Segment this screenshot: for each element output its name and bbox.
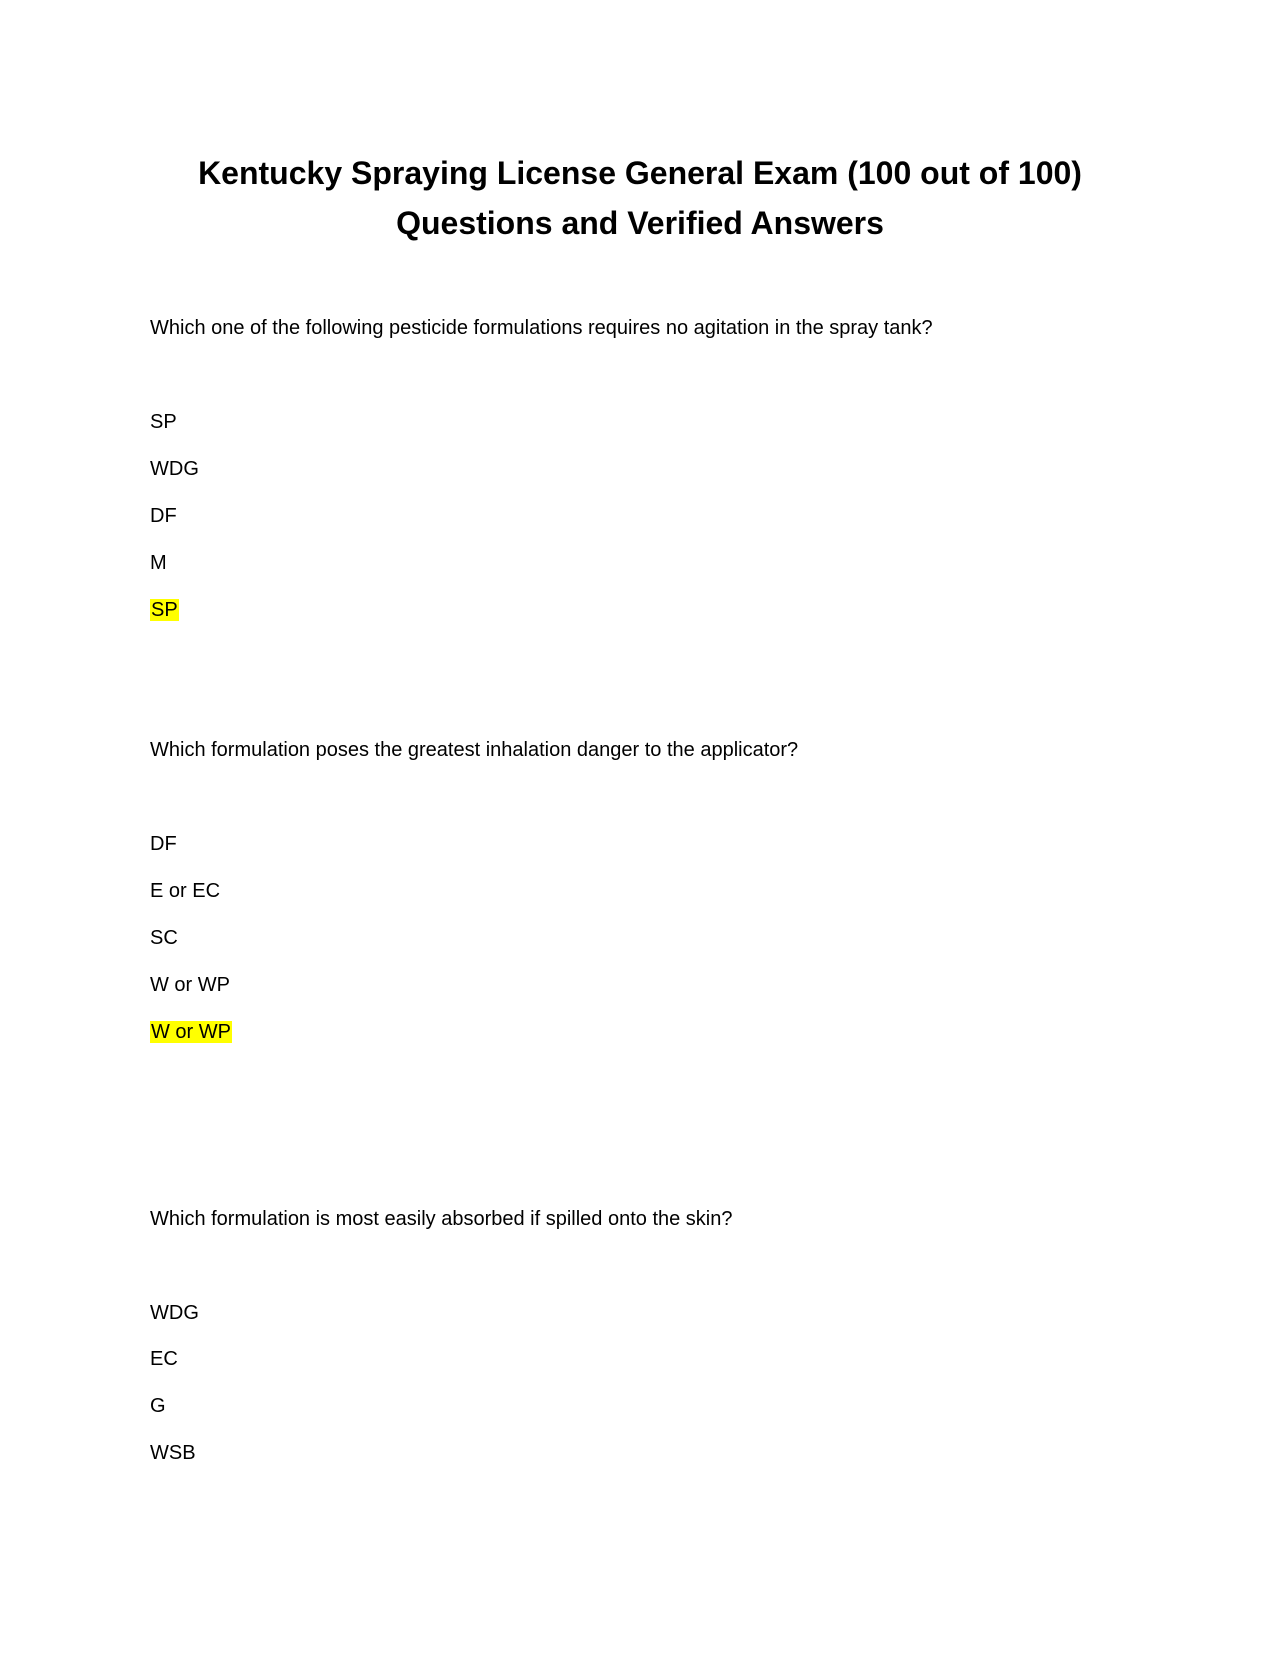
question-1-text: Which one of the following pesticide formulations requires no agitation in the spray tank? [150,317,933,339]
question-1-option-2: WDG [150,458,199,480]
document-title [150,148,1130,248]
question-1-option-3: DF [150,505,177,527]
question-2-option-4: W or WP [150,974,230,996]
question-2-option-1: DF [150,833,177,855]
question-2-option-2: E or EC [150,880,221,902]
question-1-answer [150,597,179,623]
question-3-option-1: WDG [150,1302,199,1324]
question-2-answer [150,1019,232,1045]
question-2-answer-highlight: W or WP [151,1021,231,1043]
question-1-answer-highlight: SP [151,599,178,621]
question-3-option-3: G [150,1395,166,1417]
question-3-option-2: EC [150,1348,178,1370]
question-2-text: Which formulation poses the greatest inhalation danger to the applicator? [150,739,799,761]
question-1-option-4: M [150,552,167,574]
title-line-2: Questions and Verified Answers [396,205,884,241]
question-2-option-3: SC [150,927,178,949]
question-1-option-1: SP [150,411,177,433]
question-3-text: Which formulation is most easily absorbed if spilled onto the skin? [150,1208,733,1230]
question-3-option-4: WSB [150,1442,196,1464]
title-line-1: Kentucky Spraying License General Exam (100 out of 100) [198,155,1082,191]
